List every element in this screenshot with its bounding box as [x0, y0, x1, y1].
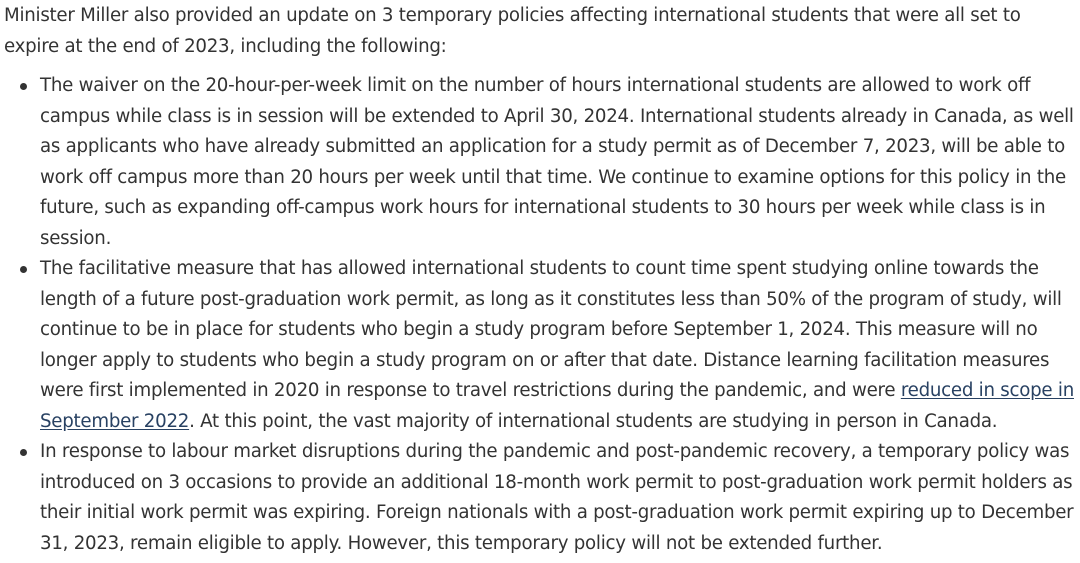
bullet-icon: [20, 83, 27, 90]
bullet-icon: [20, 266, 27, 273]
policy-list: [4, 71, 1076, 559]
list-item-text-before-link: The facilitative measure that has allowed international students to count time spent studying online towards the length of a future post-graduation work permit, as long as it constitutes less than 50% of the program of study, will continue to be in place for students who begin a study program before September 1, 2024. This measure will no longer apply to students who begin a study program on or after that date. Distance learning facilitation measures were first implemented in 2020 in response to travel restrictions during the pandemic, and were: [40, 258, 1062, 401]
list-item-text: In response to labour market disruptions during the pandemic and post-pandemic recovery, a temporary policy was introduced on 3 occasions to provide an additional 18-month work permit to post-graduation work permit holders as their initial work permit was expiring. Foreign nationals with a post-graduation work permit expiring up to December 31, 2023, remain eligible to apply. However, this temporary policy will not be extended further.: [40, 441, 1074, 554]
list-item-pgwp-extension: [4, 437, 1076, 559]
reduced-in-scope-link[interactable]: reduced in scope in September 2022: [40, 380, 1074, 432]
intro-paragraph: Minister Miller also provided an update on 3 temporary policies affecting international students that were all set to expire at the end of 2023, including the following:: [4, 5, 1021, 57]
list-item-text: The waiver on the 20-hour-per-week limit on the number of hours international students are allowed to work off campus while class is in session will be extended to April 30, 2024. International students already in Canada, as well as applicants who have already submitted an application for a study permit as of December 7, 2023, will be able to work off campus more than 20 hours per week until that time. We continue to examine options for this policy in the future, such as expanding off-campus work hours for international students to 30 hours per week while class is in session.: [40, 75, 1074, 249]
list-item-text-after-link: . At this point, the vast majority of international students are studying in person in Canada.: [189, 410, 998, 432]
bullet-icon: [20, 449, 27, 456]
list-item-online-study: [4, 254, 1076, 437]
list-item-work-hours: [4, 71, 1076, 254]
